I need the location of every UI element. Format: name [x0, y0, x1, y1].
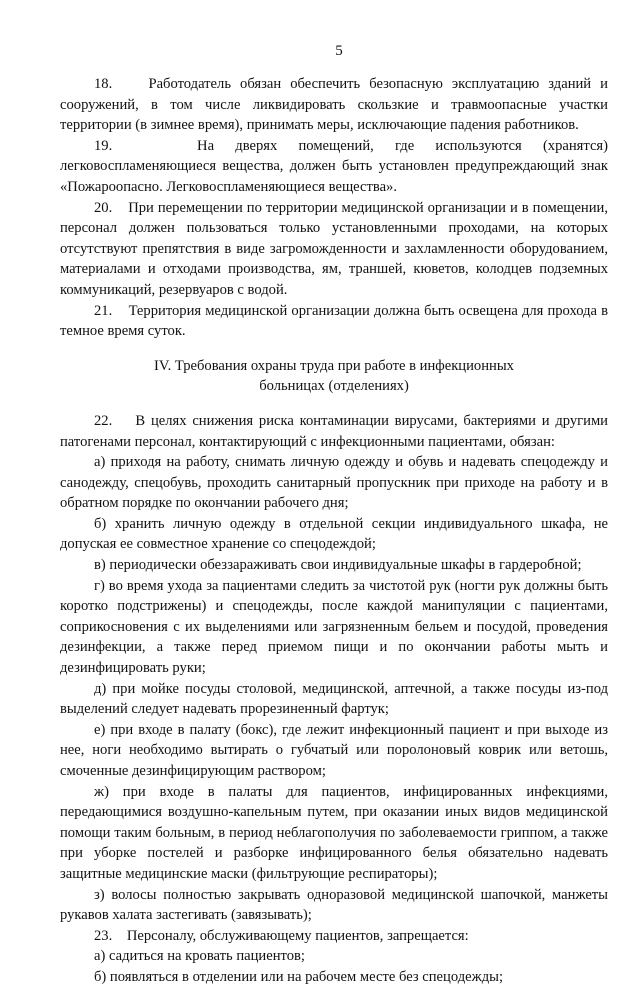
list-item-22-z: з) волосы полностью закрывать одноразовой медицинской шапочкой, манжеты рукавов халата застегивать (завязывать);	[60, 886, 608, 924]
paragraph-19: 19. На дверях помещений, где используются (хранятся) легковоспламеняющиеся вещества, должен быть установлен предупреждающий знак «Пожароопасно. Легковоспламеняющиеся вещества».	[60, 137, 608, 195]
paragraph-23: 23. Персоналу, обслуживающему пациентов, запрещается:	[94, 927, 469, 944]
list-item-22-a: а) приходя на работу, снимать личную одежду и обувь и надевать спецодежду и санодежду, спецобувь, проходить санитарный пропускник при приходе на работу и в обратном порядке по окончании рабочего дня;	[60, 454, 608, 512]
paragraph-22: 22. В целях снижения риска контаминации вирусами, бактериями и другими патогенами персонал, контактирующий с инфекционными пациентами, обязан:	[60, 412, 608, 450]
section-heading-line-1: IV. Требования охраны труда при работе в инфекционных	[154, 357, 514, 374]
list-item-22-v: в) периодически обеззараживать свои индивидуальные шкафы в гардеробной;	[94, 557, 582, 574]
paragraph-18: 18. Работодатель обязан обеспечить безопасную эксплуатацию зданий и сооружений, в том числе ликвидировать скользкие и травмоопасные участки территории (в зимнее время), принимать меры, исключающие падения работников.	[60, 76, 608, 134]
list-item-22-d: д) при мойке посуды столовой, медицинской, аптечной, а также посуды из-под выделений следует надевать прорезиненный фартук;	[60, 680, 608, 718]
list-item-22-b: б) хранить личную одежду в отдельной секции индивидуального шкафа, не допуская ее совместное хранение со спецодеждой;	[60, 515, 608, 553]
list-item-22-e: е) при входе в палату (бокс), где лежит инфекционный пациент и при выходе из нее, ноги необходимо вытирать о губчатый или поролоновый коврик или ветошь, смоченные дезинфицирующим раствором;	[60, 721, 608, 779]
paragraph-21: 21. Территория медицинской организации должна быть освещена для прохода в темное время суток.	[60, 302, 608, 340]
section-heading	[60, 356, 608, 397]
section-heading-line-2: больницах (отделениях)	[259, 378, 409, 395]
paragraph-20: 20. При перемещении по территории медицинской организации и в помещении, персонал должен пользоваться только установленными проходами, на которых отсутствуют препятствия в виде загроможденности и захламленности оборудованием, материалами и отходами производства, ям, траншей, кюветов, колодцев подземных коммуникаций, резервуаров с водой.	[60, 199, 608, 298]
list-item-23-b: б) появляться в отделении или на рабочем месте без спецодежды;	[94, 968, 503, 985]
list-item-23-a: а) садиться на кровать пациентов;	[94, 948, 305, 965]
list-item-22-zh: ж) при входе в палаты для пациентов, инфицированных инфекциями, передающимися воздушно-капельным путем, при оказании иных видов медицинской помощи таким больным, в период неблагополучия по заболеваемости гриппом, а также при уборке постелей и разборке инфицированного белья обязательно надевать защитные медицинские маски (фильтрующие респираторы);	[60, 783, 608, 882]
page-number: 5	[335, 43, 343, 59]
list-item-22-g: г) во время ухода за пациентами следить за чистотой рук (ногти рук должны быть коротко подстрижены) и спецодежды, после каждой манипуляции с пациентами, соприкосновения с их выделениями или загрязненным бельем и посудой, проведения дезинфекции, а также перед приемом пищи и по окончании работы мыть и дезинфицировать руки;	[60, 577, 608, 677]
